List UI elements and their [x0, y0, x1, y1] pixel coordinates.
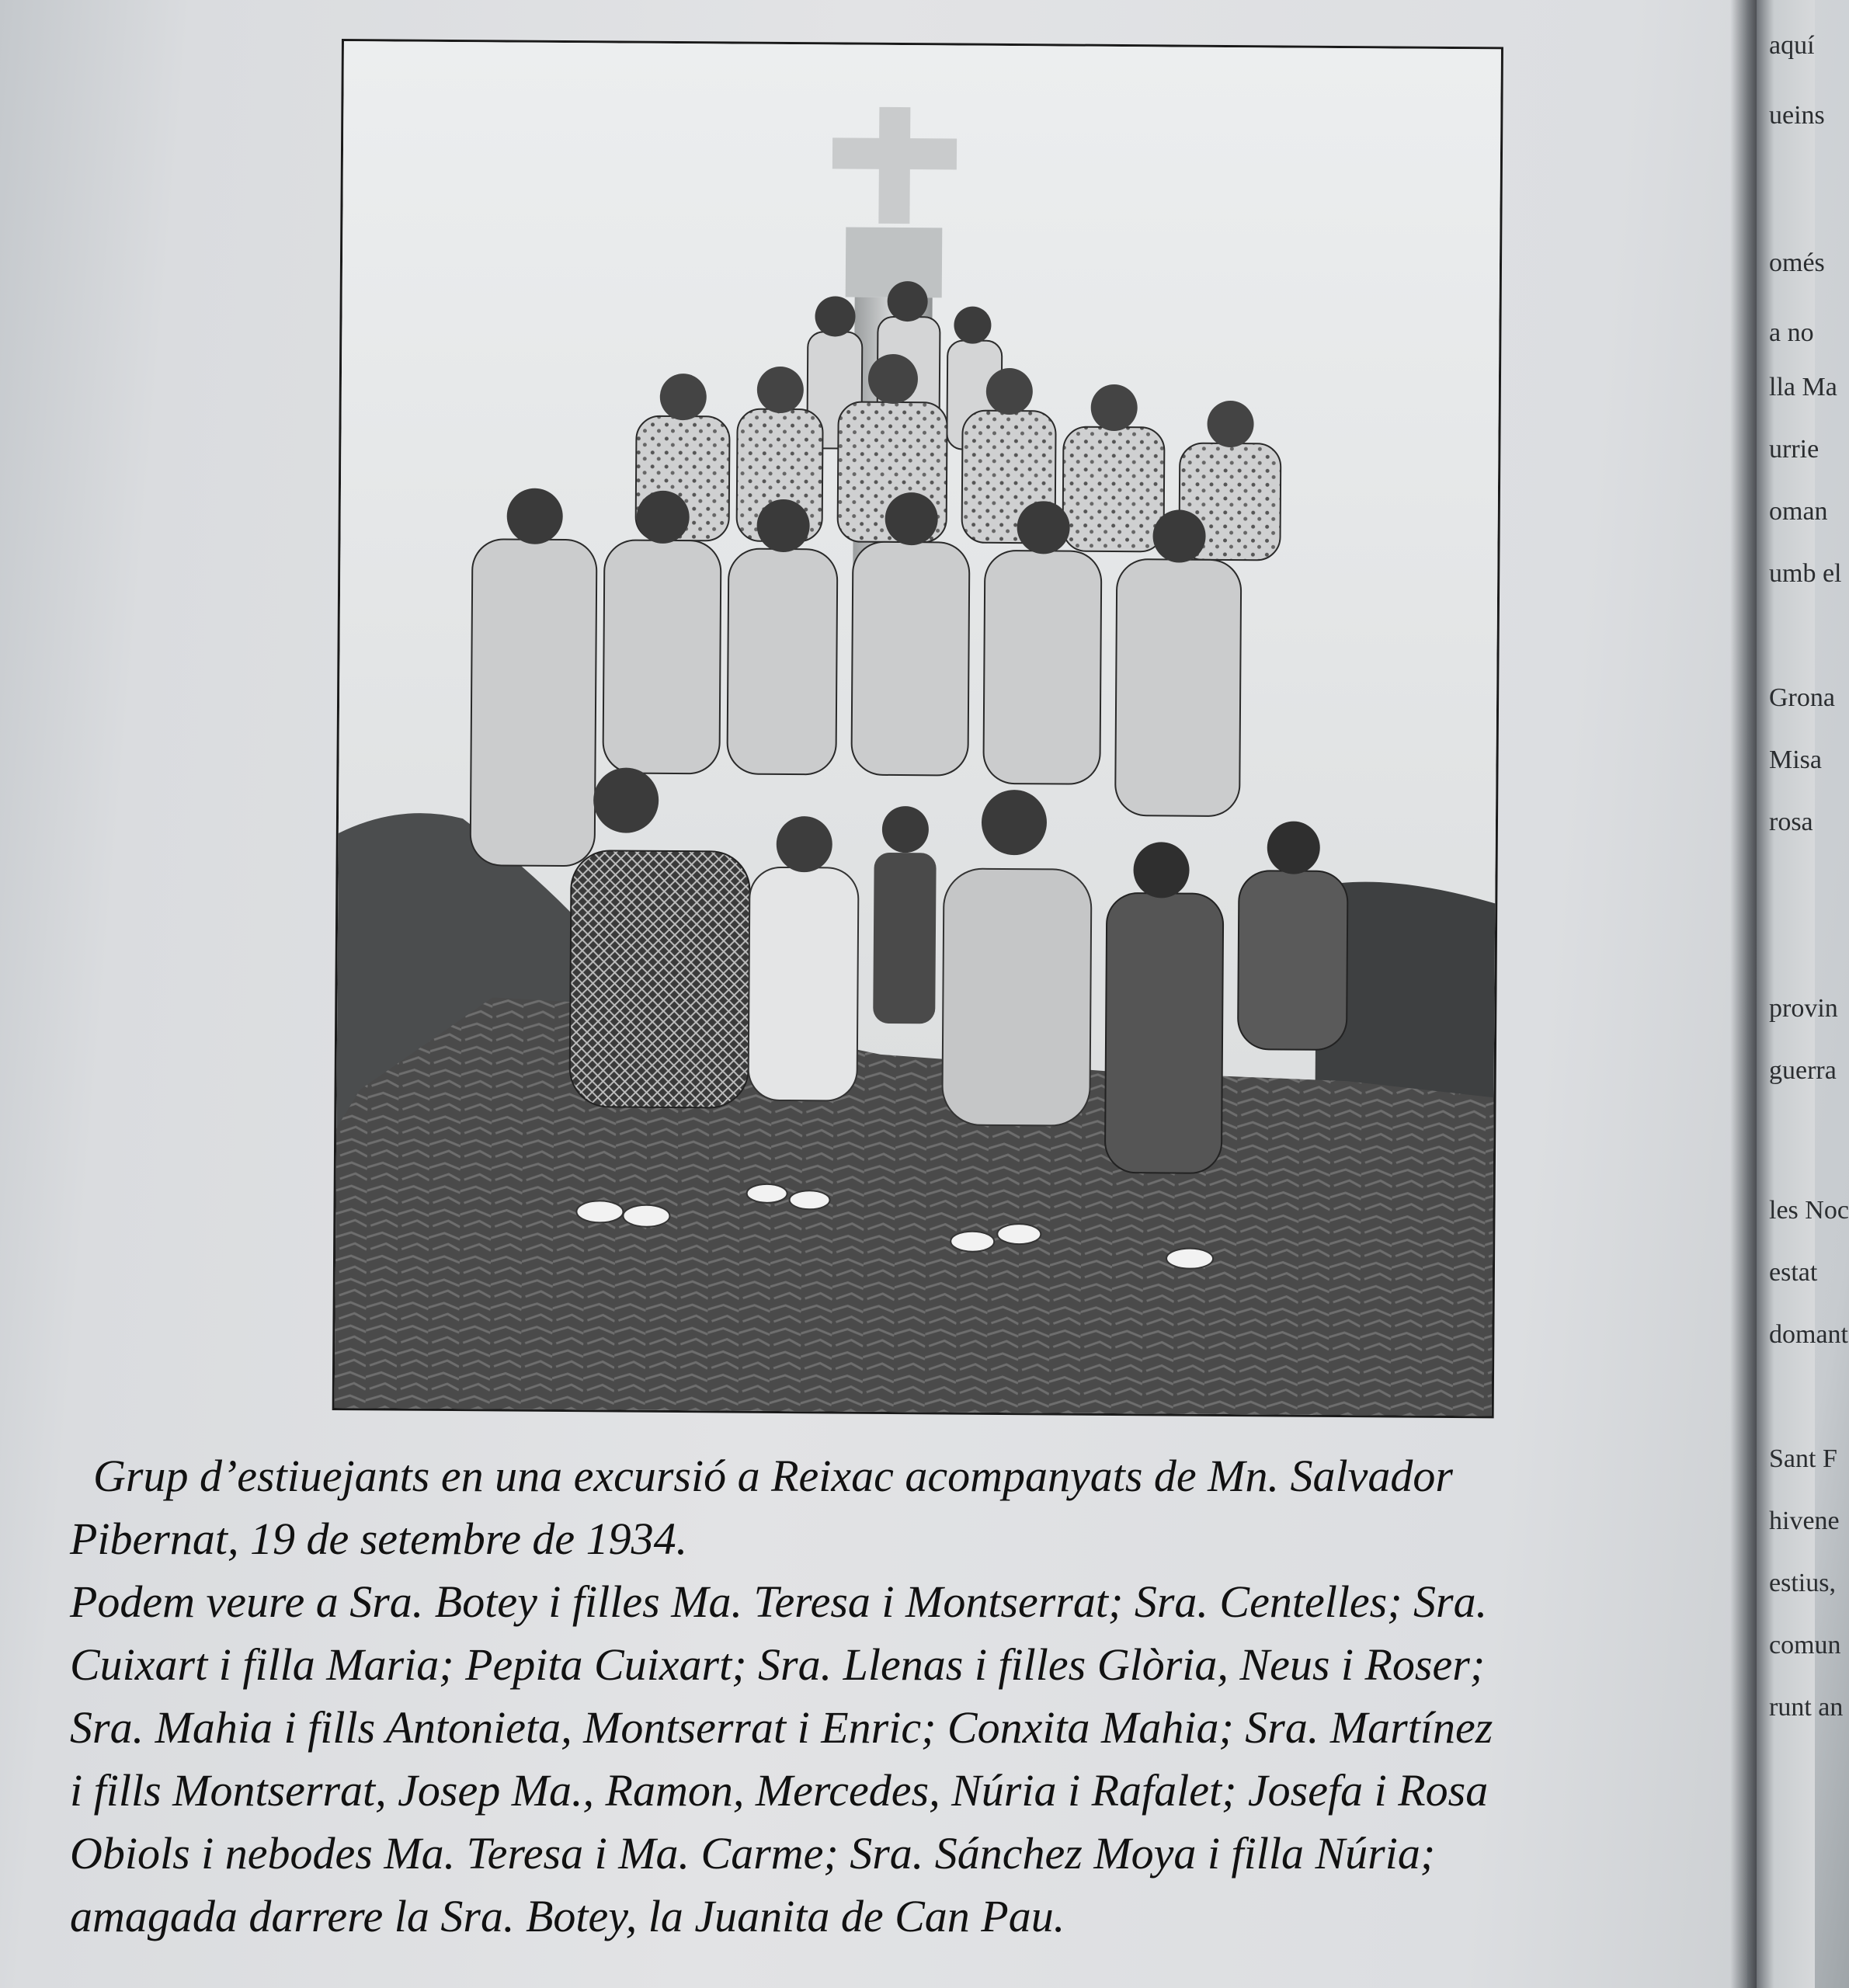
caption-body-line: amagada darrere la Sra. Botey, la Juanita de Can Pau.	[70, 1891, 1065, 1941]
photo-illustration	[335, 41, 1501, 1416]
caption-body-line: Obiols i nebodes Ma. Teresa i Ma. Carme; Sra. Sánchez Moya i filla Núria;	[70, 1828, 1436, 1879]
facing-text-fragment: comun	[1769, 1631, 1841, 1660]
caption-body-line: Cuixart i filla Maria; Pepita Cuixart; Sra. Llenas i filles Glòria, Neus i Roser;	[70, 1639, 1486, 1690]
facing-text-fragment: rosa	[1769, 808, 1813, 836]
woman-checked-dress	[569, 850, 749, 1108]
facing-text-fragment: les Noc	[1769, 1196, 1849, 1225]
facing-text-fragment: a no	[1769, 318, 1814, 347]
facing-text-fragment: hivene	[1769, 1507, 1840, 1535]
facing-text-fragment: lla Ma	[1769, 373, 1837, 401]
facing-text-fragment: aquí	[1769, 31, 1815, 60]
facing-text-fragment: urrie	[1769, 435, 1819, 464]
facing-text-fragment: runt an	[1769, 1693, 1844, 1722]
facing-text-fragment: umb el	[1769, 559, 1842, 588]
facing-text-fragment: Misa	[1769, 746, 1822, 774]
caption-title-line: Pibernat, 19 de setembre de 1934.	[70, 1514, 688, 1564]
facing-text-fragment: estat	[1769, 1258, 1818, 1287]
caption-title-line: Grup d’estiuejants en una excursió a Reixac acompanyats de Mn. Salvador	[93, 1451, 1453, 1501]
photo-caption	[70, 1444, 1716, 1948]
facing-text-fragment: guerra	[1769, 1056, 1837, 1085]
facing-text-fragment: domant	[1769, 1320, 1848, 1349]
facing-text-fragment: Grona	[1769, 683, 1835, 712]
caption-body-line: Sra. Mahia i fills Antonieta, Montserrat i Enric; Conxita Mahia; Sra. Martínez	[70, 1702, 1493, 1753]
facing-text-fragment: ueins	[1769, 101, 1825, 130]
facing-text-fragment: oman	[1769, 497, 1828, 526]
facing-text-fragment: provin	[1769, 994, 1838, 1023]
caption-body-line: i fills Montserrat, Josep Ma., Ramon, Mercedes, Núria i Rafalet; Josefa i Rosa	[70, 1765, 1489, 1816]
facing-text-fragment: Sant F	[1769, 1444, 1837, 1473]
facing-page-edge	[1757, 0, 1849, 1988]
historical-photo	[332, 39, 1503, 1418]
facing-text-fragment: omés	[1769, 248, 1825, 277]
facing-text-fragment: estius,	[1769, 1569, 1836, 1597]
caption-body-line: Podem veure a Sra. Botey i filles Ma. Teresa i Montserrat; Sra. Centelles; Sra.	[70, 1576, 1488, 1627]
